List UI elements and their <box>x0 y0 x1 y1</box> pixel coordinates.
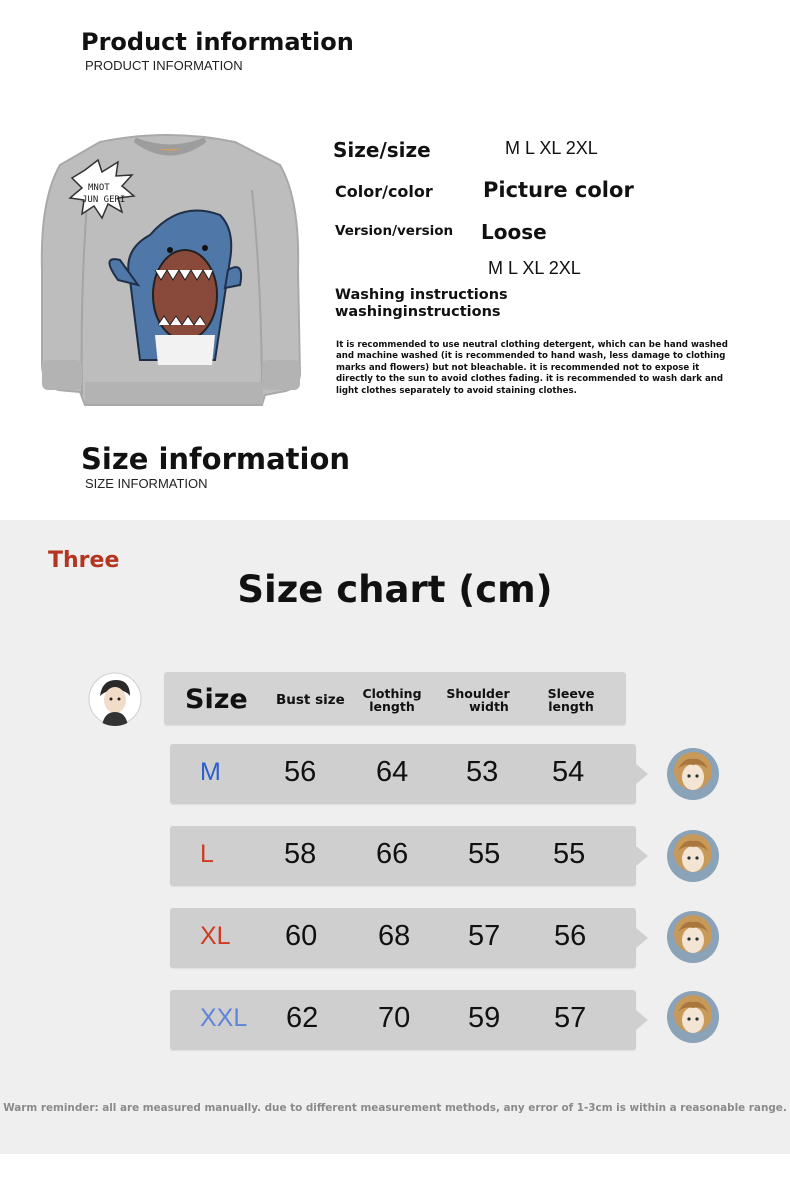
size-row-m <box>170 744 636 804</box>
row-sleeve: 54 <box>552 756 585 788</box>
version-value: Loose <box>481 220 547 244</box>
row-shoulder: 59 <box>468 1002 501 1034</box>
sweater-image <box>30 120 305 420</box>
row-length: 64 <box>376 756 409 788</box>
header-bust: Bust size <box>276 692 345 708</box>
row-length: 66 <box>376 838 409 870</box>
row-sleeve: 56 <box>554 920 587 952</box>
row-shoulder: 55 <box>468 838 501 870</box>
row-sleeve: 55 <box>553 838 586 870</box>
row-avatar-xl <box>666 910 720 964</box>
row-length: 68 <box>378 920 411 952</box>
row-avatar-l <box>666 829 720 883</box>
header-size: Size <box>185 684 248 715</box>
row-bust: 56 <box>284 756 317 788</box>
row-sleeve: 57 <box>554 1002 587 1034</box>
product-info-title: Product information <box>81 28 354 56</box>
size-chart-title: Size chart (cm) <box>237 568 553 611</box>
size-value: M L XL 2XL <box>505 138 598 158</box>
header-shoulder-line2: width <box>469 699 509 714</box>
product-info-subtitle: PRODUCT INFORMATION <box>85 58 243 73</box>
size-info-subtitle: SIZE INFORMATION <box>85 476 208 491</box>
header-clothing-line1: Clothing <box>362 686 422 701</box>
size-label: Size/size <box>333 138 431 162</box>
header-clothing-length <box>362 687 422 713</box>
header-shoulder-width <box>444 687 512 713</box>
row-size-label: XXL <box>200 1004 248 1032</box>
header-sleeve-line1: Sleeve <box>547 686 595 701</box>
color-value: Picture color <box>483 178 634 202</box>
warm-reminder-text: Warm reminder: all are measured manually. due to different measurement methods, any error of 1-3cm is within a reasonable range. <box>3 1102 787 1114</box>
size-info-title: Size information <box>81 442 351 476</box>
row-shoulder: 53 <box>466 756 499 788</box>
size-row-l <box>170 826 636 886</box>
size-chart-header <box>164 672 626 725</box>
header-avatar <box>88 672 142 726</box>
row-size-label: M <box>200 758 221 786</box>
row-bust: 62 <box>286 1002 319 1034</box>
row-size-label: XL <box>200 922 231 950</box>
header-clothing-line2: length <box>369 699 415 714</box>
color-label: Color/color <box>335 182 433 201</box>
washing-label-2: washinginstructions <box>335 304 501 320</box>
size-row-xxl <box>170 990 636 1050</box>
washing-instructions-text: It is recommended to use neutral clothing detergent, which can be hand washed and machine washed (it is recommended to hand wash, less damage to clothing marks and flowers) but not bleachable. it is recommended not to expose it directly to the sun to avoid clothes fading. it is recommended to wash dark and light clothes separately to avoid staining clothes. <box>336 340 728 396</box>
sweater-text-line1: MNOT <box>88 183 110 193</box>
washing-label: Washing instructions <box>335 287 508 303</box>
row-bust: 58 <box>284 838 317 870</box>
extra-sizes: M L XL 2XL <box>488 258 581 278</box>
header-sleeve-line2: length <box>548 699 594 714</box>
header-shoulder-line1: Shoulder <box>446 686 510 701</box>
row-size-label: L <box>200 840 214 868</box>
row-avatar-m <box>666 747 720 801</box>
size-row-xl <box>170 908 636 968</box>
chart-tag: Three <box>48 548 120 573</box>
header-sleeve-length <box>542 687 600 713</box>
version-label: Version/version <box>335 223 454 239</box>
row-avatar-xxl <box>666 990 720 1044</box>
sweater-text-line2: JUN GERI <box>82 195 126 205</box>
row-bust: 60 <box>285 920 318 952</box>
row-length: 70 <box>378 1002 411 1034</box>
row-shoulder: 57 <box>468 920 501 952</box>
